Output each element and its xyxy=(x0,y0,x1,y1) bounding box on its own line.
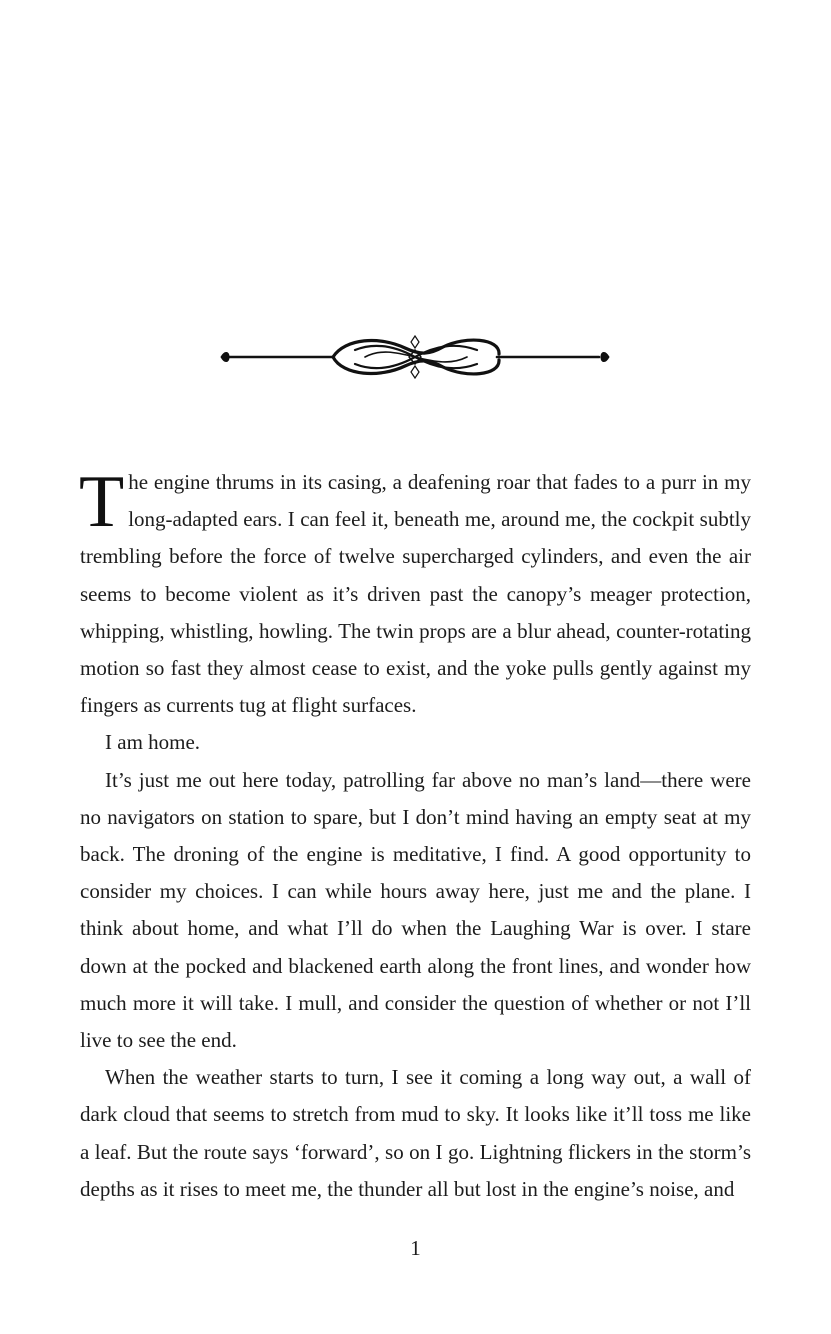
paragraph-3: It’s just me out here today, patrolling far above no man’s land—there were no navigators on station to spare, but I don’t mind having an empty seat at my back. The droning of the engine is meditative, I find. A good opportunity to consider my choices. I can while hours away here, just me and the plane. I think about home, and what I’ll do when the Laughing War is over. I stare down at the pocked and blackened earth along the front lines, and wonder how much more it will take. I mull, and consider the question of whether or not I’ll live to see the end. xyxy=(80,767,751,1053)
paragraph-2: I am home. xyxy=(105,730,201,755)
paragraph-4: When the weather starts to turn, I see it coming a long way out, a wall of dark cloud that seems to stretch from mud to sky. It looks like it’ll toss me like a leaf. But the route says ‘forward’, so on I go. Lightning flickers in the storm’s depths as it rises to meet me, the thunder all but lost in the engine’s noise, and xyxy=(80,1065,751,1201)
flourish-divider-icon xyxy=(215,328,615,386)
drop-cap: T xyxy=(79,461,125,543)
paragraph-1-text: he engine thrums in its casing, a deafening roar that fades to a purr in my long-adapted ears. I can feel it, beneath me, around me, the cockpit subtly trembling before the force of twelve supercharged cylinders, and even the air seems to become violent as it’s driven past the canopy’s meager protection, whipping, whistling, howling. The twin props are a blur ahead, counter-rotating motion so fast they almost cease to exist, and the yoke pulls gently against my fingers as currents tug at flight surfaces. xyxy=(80,470,751,718)
page-number: 1 xyxy=(410,1236,421,1260)
body-text xyxy=(79,461,751,1208)
paragraph-1 xyxy=(79,461,751,724)
